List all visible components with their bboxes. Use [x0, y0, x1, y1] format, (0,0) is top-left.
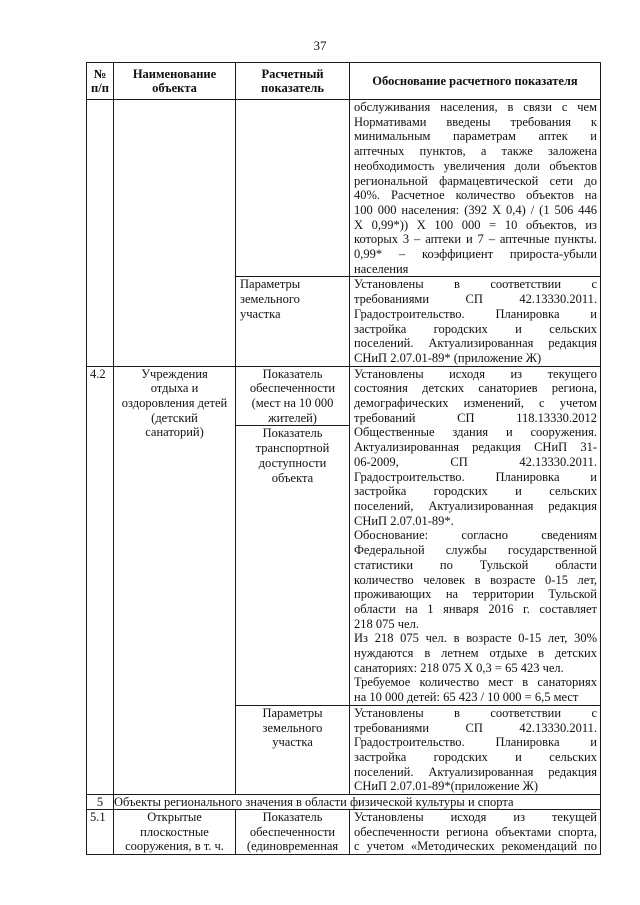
header-indicator: Расчетный показатель — [236, 63, 350, 100]
header-object-name: Наименование объекта — [114, 63, 236, 100]
basis-cell: обслуживания населения, в связи с чем Нормативами введены требования к минимальным параметрам аптек и аптечных пунктов, а также заложена необходимость увеличения доли объектов региональной фармацевтической сети до 40%. Расчетное количество объектов на 100 000 населения: (392 X 0,4) / (1 506 446 X 0,99*)) X 100 000 = 10 объектов, из которых 3 – аптеки и 7 – аптечные пункты. 0,99* – коэффициент прироста-убыли населения — [350, 100, 601, 277]
table-header-row — [87, 63, 601, 100]
basis-cell: Установлены в соответствии с требованиями СП 42.13330.2011. Градостроительство. Планировка и застройка городских и сельских поселений. Актуализированная редакция СНиП 2.07.01-89*(приложение Ж) — [350, 705, 601, 794]
number-cell — [87, 100, 114, 367]
indicator-cell: Показатель обеспеченности (единовременная — [236, 810, 350, 855]
indicator-cell: Показатель транспортной доступности объекта — [236, 426, 350, 705]
section-number: 5 — [87, 795, 114, 810]
section-title: Объекты регионального значения в области физической культуры и спорта — [114, 795, 601, 810]
basis-cell: Установлены исходя из текущего состояния детских санаториев региона, демографических изменений, с учетом требований СП 118.13330.2012 Общественные здания и сооружения. Актуализированная редакция СНиП 31- 06-2009, СП 42.13330.2011. Градостроительство. Планировка и застройка городских и сельских поселений, Актуализированная редакция СНиП 2.07.01-89*. Обоснование: согласно сведениям Федеральной службы государственной статистики по Тульской области количество человек в возрасте 0-15 лет, проживающих на территории Тульской области на 1 января 2016 г. составляет 218 075 чел. Из 218 075 чел. в возрасте 0-15 лет, 30% нуждаются в летнем отдыхе в детских санаториях: 218 075 X 0,3 = 65 423 чел. Требуемое количество мест в санаториях на 10 000 детей: 65 423 / 10 000 = 6,5 мест — [350, 366, 601, 705]
number-cell: 5.1 — [87, 810, 114, 855]
table-row — [87, 810, 601, 855]
name-cell: Открытые плоскостные сооружения, в т. ч. — [114, 810, 236, 855]
name-cell — [114, 100, 236, 367]
standards-table — [86, 62, 601, 855]
page-number: 37 — [313, 38, 327, 53]
number-cell: 4.2 — [87, 366, 114, 794]
section-row — [87, 795, 601, 810]
table-row — [87, 366, 601, 426]
indicator-cell — [236, 100, 350, 277]
basis-cell: Установлены исходя из текущей обеспеченности региона объектами спорта, с учетом «Методических рекомендаций по — [350, 810, 601, 855]
basis-cell: Установлены в соответствии с требованиями СП 42.13330.2011. Градостроительство. Планировка и застройка городских и сельских поселений. Актуализированная редакция СНиП 2.07.01-89* (приложение Ж) — [350, 277, 601, 366]
header-number: № п/п — [87, 63, 114, 100]
table-row — [87, 100, 601, 277]
header-basis: Обоснование расчетного показателя — [350, 63, 601, 100]
indicator-cell: Показатель обеспеченности (мест на 10 000 жителей) — [236, 366, 350, 426]
indicator-cell: Параметры земельного участка — [236, 705, 350, 794]
indicator-cell: Параметры земельного участка — [236, 277, 350, 366]
name-cell: Учреждения отдыха и оздоровления детей (детский санаторий) — [114, 366, 236, 794]
